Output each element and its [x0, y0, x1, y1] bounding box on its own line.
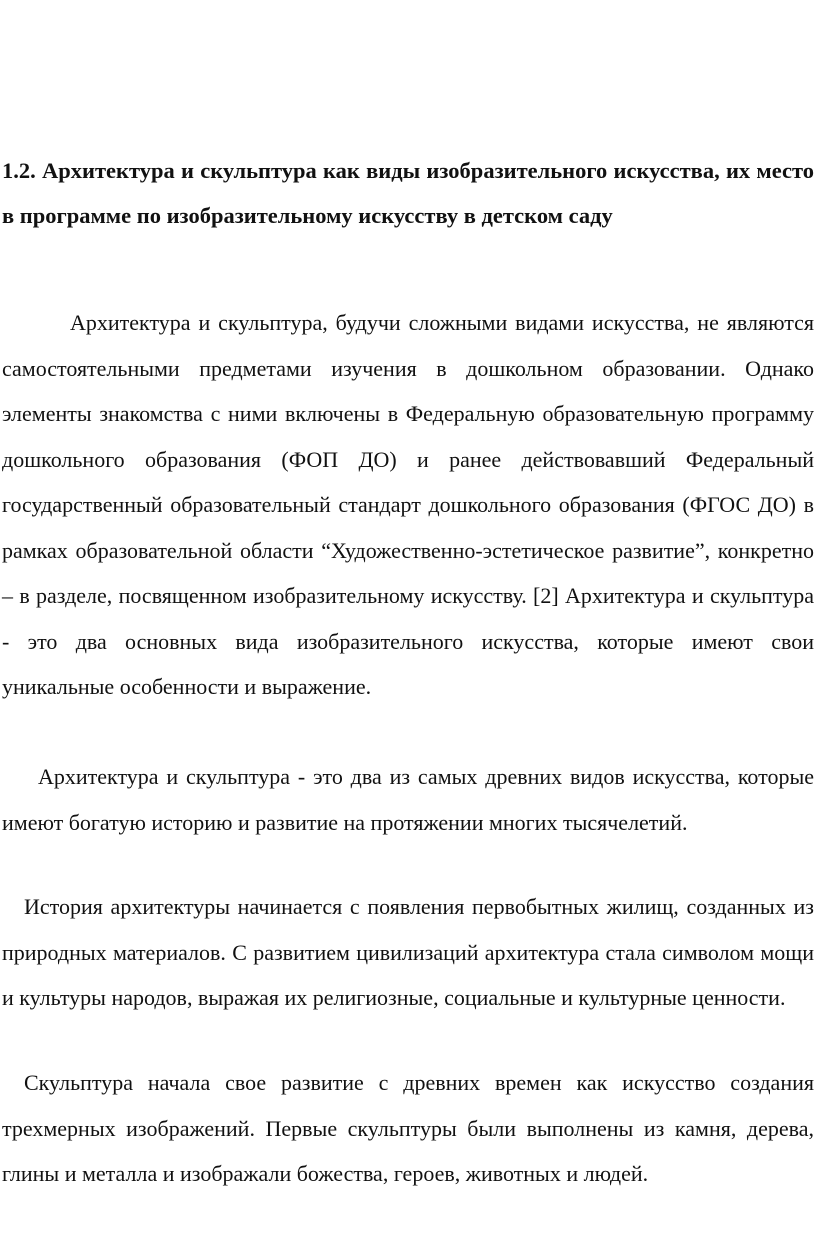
- paragraph-architecture: История архитектуры начинается с появления первобытных жилищ, созданных из природных материалов. С развитием цивилизаций архитектура стала символом мощи и культуры народов, выражая их религиозные, социальные и культурные ценности.: [2, 894, 814, 1010]
- paragraph-history: Архитектура и скульптура - это два из самых древних видов искусства, которые имеют богатую историю и развитие на протяжении многих тысячелетий.: [2, 764, 814, 835]
- paragraph-intro: Архитектура и скульптура, будучи сложными видами искусства, не являются самостоятельными предметами изучения в дошкольном образовании. Однако элементы знакомства с ними включены в Федеральную образовательную программу дошкольного образования (ФОП ДО) и ранее действовавший Федеральный государственный образовательный стандарт дошкольного образования (ФГОС ДО) в рамках образовательной области “Художественно-эстетическое развитие”, конкретно – в разделе, посвященном изобразительному искусству. [2] Архитектура и скульптура - это два основных вида изобразительного искусства, которые имеют свои уникальные особенности и выражение.: [2, 310, 814, 699]
- paragraph-sculpture: Скульптура начала свое развитие с древних времен как искусство создания трехмерных изображений. Первые скульптуры были выполнены из камня, дерева, глины и металла и изображали божества, героев, животных и людей.: [2, 1070, 814, 1186]
- section-heading: 1.2. Архитектура и скульптура как виды изобразительного искусства, их место в программе по изобразительному искусству в детском саду: [2, 158, 814, 228]
